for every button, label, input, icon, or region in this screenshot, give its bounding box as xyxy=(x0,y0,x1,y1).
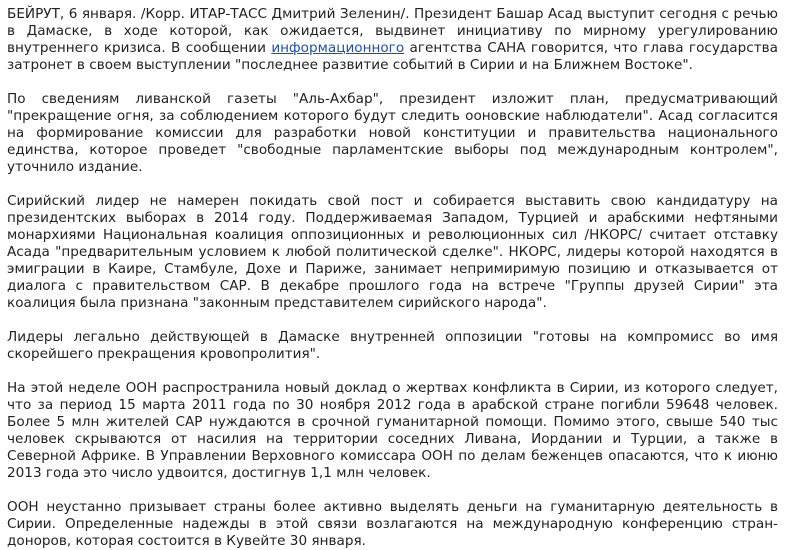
paragraph-6: ООН неустанно призывает страны более активно выделять деньги на гуманитарную деятельность в Сирии. Определенные надежды в этой связи возлагаются на международную конференцию стран-доноров, которая состоится в Кувейте 30 января. xyxy=(7,499,778,549)
informational-agency-link[interactable]: информационного xyxy=(271,40,405,56)
paragraph-5: На этой неделе ООН распространила новый доклад о жертвах конфликта в Сирии, из которого следует, что за период 15 марта 2011 года по 30 ноября 2012 года в арабской стране погибли 59648 человек. Более 5 млн жителей САР нуждаются в срочной гуманитарной помощи. Помимо этого, свыше 540 тыс человек скрываются от насилия на территории соседних Ливана, Иордании и Турции, а также в Северной Африке. В Управлении Верховного комиссара ООН по делам беженцев опасаются, что к июню 2013 года это число удвоится, достигнув 1,1 млн человек. xyxy=(7,380,778,481)
paragraph-4: Лидеры легально действующей в Дамаске внутренней оппозиции "готовы на компромисс во имя скорейшего прекращения кровопролития". xyxy=(7,329,778,362)
paragraph-2: По сведениям ливанской газеты "Аль-Ахбар", президент изложит план, предусматривающий "прекращение огня, за соблюдением которого будут следить ооновские наблюдатели". Асад согласится на формирование комиссии для разработки новой конституции и правительства национального единства, которое проведет "свободные парламентские выборы под международным контролем", уточнило издание. xyxy=(7,91,778,175)
paragraph-3: Сирийский лидер не намерен покидать свой пост и собирается выставить свою кандидатуру на президентских выборах в 2014 году. Поддерживаемая Западом, Турцией и арабскими нефтяными монархиями Национальная коалиция оппозиционных и революционных сил /НКОРС/ считает отставку Асада "предварительным условием к любой политической сделке". НКОРС, лидеры которой находятся в эмиграции в Каире, Стамбуле, Дохе и Париже, занимает непримиримую позицию и отказывается от диалога с правительством САР. В декабре прошлого года на встрече "Группы друзей Сирии" эта коалиция была признана "законным представителем сирийского народа". xyxy=(7,193,778,311)
paragraph-1-text-start: БЕЙРУТ, 6 января. /Корр. ИТАР-ТАСС Дмитрий Зеленин/. Президент Башар Асад выступит сегодня с речью в Дамаске, в ходе которой, как ожидается, выдвинет инициативу по мирному урегулированию внутреннего кризиса. В сообщении xyxy=(7,6,778,56)
paragraph-1 xyxy=(7,6,778,74)
paragraph-1-text-end: агентства САНА говорится, что глава государства затронет в своем выступлении "последнее развитие событий в Сирии и на Ближнем Востоке". xyxy=(7,40,778,73)
